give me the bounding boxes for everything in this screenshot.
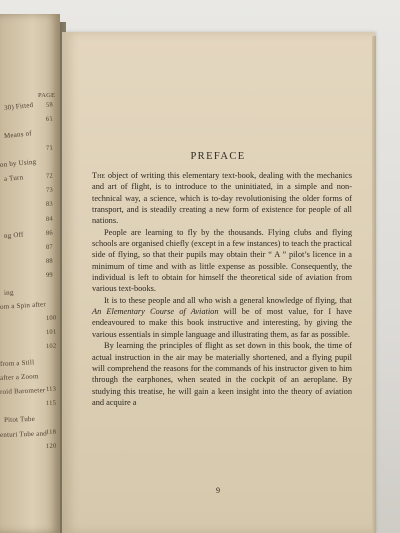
contents-entry-page: 84 — [45, 215, 54, 223]
contents-entry-page: 88 — [45, 257, 54, 266]
preface-text — [92, 170, 352, 408]
paragraph-1-lead: The — [92, 171, 106, 180]
left-page-contents-list — [0, 14, 60, 533]
contents-entry-page: 102 — [45, 342, 57, 351]
contents-entry-page: 100 — [45, 314, 57, 322]
contents-entry-title: a Turn — [3, 173, 24, 183]
contents-entry-page: 115 — [45, 399, 57, 408]
right-page-edge — [372, 36, 376, 533]
paragraph-3 — [92, 295, 352, 340]
contents-entry-page: 113 — [45, 385, 57, 393]
contents-entry-page: 86 — [45, 229, 54, 237]
contents-entry-page: 99 — [45, 271, 54, 280]
paragraph-2: People are learning to fly by the thousands. Flying clubs and flying schools are organised chiefly (except in a few instances) to teach the practical side of flying, so that their pupils may obtain their “ A ” pilot’s licence in a minimum of time and with as little expense as possible. Consequently, the individual is left to obtain for himself the theoretical side of aviation from various text-books. — [92, 227, 352, 294]
contents-entry-title: ng Off — [3, 230, 24, 240]
contents-entry-page: 61 — [45, 115, 54, 124]
contents-entry-title: Pitot Tube — [3, 415, 36, 425]
contents-entry-title: Means of — [3, 129, 33, 141]
contents-entry-title: roid Barometer — [0, 386, 46, 396]
paragraph-3-post: will be of most value, for I have endeavoured to make this book instructive and interesting, by giving the various essentials in simple language and illustrating them, as far as possible. — [92, 307, 353, 339]
page-heading: PREFACE — [190, 151, 246, 162]
contents-entry-page: 73 — [45, 186, 54, 195]
contents-entry-title: on by Using — [0, 157, 37, 169]
paragraph-1-body: object of writing this elementary text-book, dealing with the mechanics and art of flight, is to introduce to the uninitiated, in a simple and non-technical way, a science, which is to-day revolutionising the older forms of transport, and is steadily creating a new form of existence for people of all nations. — [92, 171, 352, 226]
contents-entry-title: 30) Fitted — [3, 100, 34, 112]
paragraph-1 — [92, 170, 352, 227]
contents-entry-page: 58 — [45, 101, 54, 109]
contents-entry-title: after a Zoom — [0, 372, 39, 382]
contents-entry-title: om a Spin after — [0, 300, 47, 311]
contents-entry-page: 87 — [45, 243, 54, 251]
left-page — [0, 14, 60, 533]
contents-entry-page: 120 — [45, 442, 57, 450]
paragraph-3-pre: It is to these people and all who wish a general knowledge of flying, that — [104, 295, 352, 305]
contents-entry-page: 83 — [45, 200, 54, 209]
page-number: 9 — [216, 486, 220, 495]
book-title: An Elementary Course of Aviation — [92, 307, 219, 317]
left-page-label: PAGE — [38, 92, 56, 99]
contents-entry-page: 72 — [45, 172, 54, 180]
paragraph-4: By learning the principles of flight as set down in this book, the time of actual instruction in the air may be materially shortened, and a flying pupil will comprehend the reasons for the commands of his instructor given to him through the earphones, when seated in the cockpit of an aeroplane. By studying this treatise, he will gain a keen insight into the theory of aviation and acquire a — [92, 341, 352, 407]
contents-entry-title: ing — [3, 287, 14, 297]
contents-entry-page: 71 — [45, 143, 54, 152]
contents-entry-page: 118 — [45, 428, 57, 436]
contents-entry-title: from a Still — [0, 357, 35, 368]
contents-entry-title: enturi Tube and — [0, 429, 48, 439]
contents-entry-page: 101 — [45, 328, 57, 337]
